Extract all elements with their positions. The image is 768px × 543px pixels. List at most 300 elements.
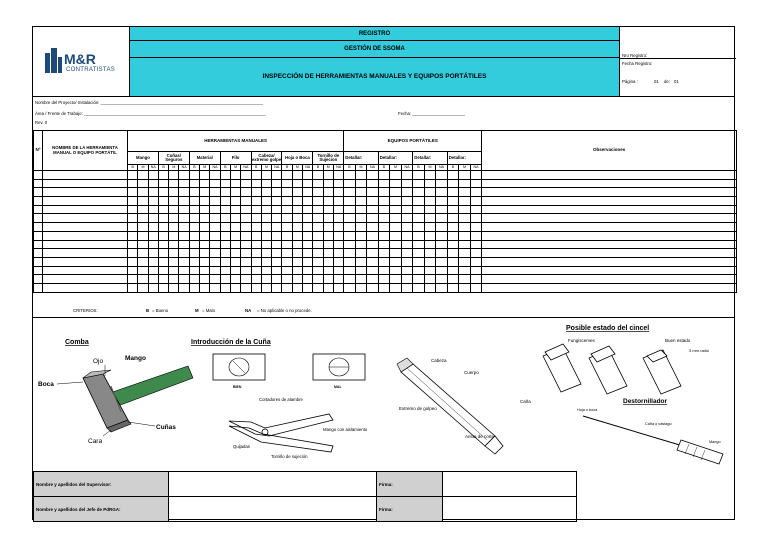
table-cell[interactable] (230, 223, 240, 232)
table-cell[interactable] (272, 197, 282, 206)
table-cell[interactable] (355, 266, 367, 275)
table-cell[interactable] (220, 257, 230, 266)
table-cell[interactable] (313, 283, 323, 292)
table-cell[interactable] (313, 275, 323, 284)
table-cell[interactable] (436, 249, 448, 258)
table-cell[interactable] (424, 205, 436, 214)
table-cell[interactable] (436, 231, 448, 240)
table-cell[interactable] (413, 249, 425, 258)
table-cell[interactable] (230, 249, 240, 258)
table-cell[interactable] (413, 179, 425, 188)
table-cell[interactable] (313, 179, 323, 188)
table-cell[interactable] (459, 171, 471, 180)
table-cell[interactable] (482, 171, 737, 180)
table-cell[interactable] (303, 266, 313, 275)
table-cell[interactable] (313, 214, 323, 223)
table-cell[interactable] (251, 179, 261, 188)
table-cell[interactable] (220, 223, 230, 232)
table-cell[interactable] (34, 214, 43, 223)
table-cell[interactable] (367, 266, 379, 275)
table-cell[interactable] (413, 283, 425, 292)
table-cell[interactable] (292, 179, 302, 188)
table-cell[interactable] (303, 249, 313, 258)
table-cell[interactable] (436, 275, 448, 284)
table-cell[interactable] (169, 249, 179, 258)
table-cell[interactable] (313, 266, 323, 275)
table-cell[interactable] (241, 249, 251, 258)
table-cell[interactable] (401, 171, 413, 180)
table-cell[interactable] (424, 266, 436, 275)
table-cell[interactable] (230, 240, 240, 249)
table-cell[interactable] (333, 188, 343, 197)
table-cell[interactable] (424, 249, 436, 258)
table-cell[interactable] (210, 171, 220, 180)
table-cell[interactable] (390, 283, 402, 292)
table-cell[interactable] (482, 179, 737, 188)
table-cell[interactable] (482, 240, 737, 249)
table-cell[interactable] (355, 214, 367, 223)
table-cell[interactable] (200, 214, 210, 223)
table-cell[interactable] (355, 257, 367, 266)
table-cell[interactable] (292, 240, 302, 249)
table-cell[interactable] (34, 188, 43, 197)
table-cell[interactable] (148, 266, 158, 275)
table-cell[interactable] (169, 283, 179, 292)
table-cell[interactable] (424, 179, 436, 188)
table-cell[interactable] (189, 214, 199, 223)
table-cell[interactable] (241, 205, 251, 214)
table-cell[interactable] (424, 275, 436, 284)
table-cell[interactable] (128, 283, 138, 292)
table-cell[interactable] (251, 197, 261, 206)
table-cell[interactable] (282, 188, 292, 197)
table-cell[interactable] (138, 223, 148, 232)
table-cell[interactable] (424, 257, 436, 266)
table-cell[interactable] (34, 179, 43, 188)
table-cell[interactable] (470, 231, 482, 240)
table-cell[interactable] (43, 197, 128, 206)
table-cell[interactable] (413, 275, 425, 284)
table-cell[interactable] (470, 188, 482, 197)
table-cell[interactable] (390, 197, 402, 206)
table-cell[interactable] (424, 240, 436, 249)
table-cell[interactable] (251, 257, 261, 266)
table-cell[interactable] (401, 231, 413, 240)
table-cell[interactable] (282, 240, 292, 249)
table-cell[interactable] (272, 231, 282, 240)
table-cell[interactable] (459, 179, 471, 188)
table-cell[interactable] (482, 266, 737, 275)
table-cell[interactable] (158, 283, 168, 292)
table-cell[interactable] (323, 231, 333, 240)
table-cell[interactable] (447, 179, 459, 188)
table-cell[interactable] (34, 223, 43, 232)
table-cell[interactable] (413, 214, 425, 223)
table-cell[interactable] (424, 188, 436, 197)
table-cell[interactable] (313, 257, 323, 266)
table-cell[interactable] (355, 223, 367, 232)
table-cell[interactable] (459, 231, 471, 240)
table-cell[interactable] (138, 188, 148, 197)
table-cell[interactable] (413, 240, 425, 249)
table-cell[interactable] (344, 231, 356, 240)
table-cell[interactable] (189, 240, 199, 249)
table-cell[interactable] (220, 240, 230, 249)
table-cell[interactable] (292, 188, 302, 197)
table-cell[interactable] (251, 223, 261, 232)
table-cell[interactable] (367, 223, 379, 232)
table-cell[interactable] (261, 275, 271, 284)
table-cell[interactable] (436, 188, 448, 197)
table-cell[interactable] (436, 179, 448, 188)
table-cell[interactable] (282, 171, 292, 180)
table-cell[interactable] (138, 231, 148, 240)
table-cell[interactable] (34, 275, 43, 284)
table-cell[interactable] (169, 223, 179, 232)
table-cell[interactable] (272, 223, 282, 232)
table-cell[interactable] (230, 188, 240, 197)
table-cell[interactable] (470, 171, 482, 180)
table-cell[interactable] (390, 231, 402, 240)
table-cell[interactable] (230, 283, 240, 292)
table-cell[interactable] (355, 188, 367, 197)
table-cell[interactable] (447, 214, 459, 223)
table-cell[interactable] (169, 197, 179, 206)
table-cell[interactable] (272, 214, 282, 223)
table-cell[interactable] (344, 240, 356, 249)
table-cell[interactable] (367, 205, 379, 214)
table-cell[interactable] (447, 171, 459, 180)
table-cell[interactable] (355, 231, 367, 240)
table-cell[interactable] (333, 240, 343, 249)
table-cell[interactable] (390, 188, 402, 197)
table-cell[interactable] (138, 240, 148, 249)
table-cell[interactable] (303, 171, 313, 180)
table-cell[interactable] (272, 257, 282, 266)
table-cell[interactable] (378, 214, 390, 223)
equipo-header[interactable]: Detallar: (344, 152, 379, 165)
table-cell[interactable] (436, 171, 448, 180)
table-cell[interactable] (292, 283, 302, 292)
table-cell[interactable] (367, 214, 379, 223)
table-cell[interactable] (200, 249, 210, 258)
table-cell[interactable] (323, 283, 333, 292)
table-cell[interactable] (459, 188, 471, 197)
table-cell[interactable] (200, 240, 210, 249)
table-cell[interactable] (390, 171, 402, 180)
table-cell[interactable] (210, 249, 220, 258)
table-cell[interactable] (470, 214, 482, 223)
table-cell[interactable] (459, 257, 471, 266)
table-cell[interactable] (459, 266, 471, 275)
table-cell[interactable] (158, 257, 168, 266)
table-cell[interactable] (158, 223, 168, 232)
table-cell[interactable] (43, 223, 128, 232)
table-cell[interactable] (230, 257, 240, 266)
table-cell[interactable] (272, 249, 282, 258)
jefe-field[interactable] (169, 497, 377, 522)
table-cell[interactable] (138, 283, 148, 292)
table-cell[interactable] (179, 266, 189, 275)
table-cell[interactable] (34, 283, 43, 292)
table-cell[interactable] (378, 197, 390, 206)
table-cell[interactable] (189, 179, 199, 188)
table-cell[interactable] (179, 179, 189, 188)
table-cell[interactable] (390, 223, 402, 232)
table-cell[interactable] (158, 171, 168, 180)
table-cell[interactable] (241, 214, 251, 223)
table-cell[interactable] (43, 249, 128, 258)
table-cell[interactable] (169, 240, 179, 249)
table-cell[interactable] (189, 223, 199, 232)
table-cell[interactable] (282, 205, 292, 214)
table-cell[interactable] (378, 283, 390, 292)
table-cell[interactable] (323, 275, 333, 284)
table-cell[interactable] (261, 249, 271, 258)
table-cell[interactable] (401, 249, 413, 258)
table-cell[interactable] (200, 266, 210, 275)
table-cell[interactable] (303, 214, 313, 223)
table-cell[interactable] (158, 275, 168, 284)
table-cell[interactable] (344, 249, 356, 258)
table-cell[interactable] (138, 171, 148, 180)
equipo-header[interactable]: Detallar: (413, 152, 448, 165)
table-cell[interactable] (333, 257, 343, 266)
table-cell[interactable] (179, 240, 189, 249)
table-cell[interactable] (138, 266, 148, 275)
table-cell[interactable] (355, 179, 367, 188)
table-cell[interactable] (323, 249, 333, 258)
table-cell[interactable] (230, 231, 240, 240)
table-cell[interactable] (282, 179, 292, 188)
table-cell[interactable] (378, 266, 390, 275)
table-cell[interactable] (251, 171, 261, 180)
table-cell[interactable] (34, 240, 43, 249)
table-cell[interactable] (333, 171, 343, 180)
table-cell[interactable] (459, 223, 471, 232)
table-cell[interactable] (447, 257, 459, 266)
table-cell[interactable] (251, 205, 261, 214)
table-cell[interactable] (303, 275, 313, 284)
area-field[interactable]: Área / Frente de Trabajo: ____________________________________________________________________________ (35, 111, 266, 116)
table-cell[interactable] (390, 179, 402, 188)
table-cell[interactable] (179, 283, 189, 292)
table-cell[interactable] (261, 171, 271, 180)
table-cell[interactable] (43, 171, 128, 180)
table-cell[interactable] (378, 179, 390, 188)
table-cell[interactable] (241, 275, 251, 284)
table-cell[interactable] (292, 205, 302, 214)
table-cell[interactable] (261, 231, 271, 240)
table-cell[interactable] (401, 223, 413, 232)
table-cell[interactable] (148, 249, 158, 258)
table-cell[interactable] (128, 257, 138, 266)
table-cell[interactable] (34, 197, 43, 206)
table-cell[interactable] (210, 283, 220, 292)
table-cell[interactable] (241, 197, 251, 206)
table-cell[interactable] (158, 179, 168, 188)
table-cell[interactable] (158, 214, 168, 223)
table-cell[interactable] (169, 257, 179, 266)
table-cell[interactable] (282, 223, 292, 232)
table-cell[interactable] (210, 214, 220, 223)
table-cell[interactable] (482, 214, 737, 223)
table-cell[interactable] (272, 179, 282, 188)
table-cell[interactable] (401, 275, 413, 284)
table-cell[interactable] (367, 179, 379, 188)
table-cell[interactable] (179, 205, 189, 214)
table-cell[interactable] (148, 223, 158, 232)
table-cell[interactable] (148, 275, 158, 284)
table-cell[interactable] (378, 257, 390, 266)
table-cell[interactable] (424, 223, 436, 232)
table-cell[interactable] (251, 231, 261, 240)
table-cell[interactable] (148, 283, 158, 292)
table-cell[interactable] (367, 231, 379, 240)
table-cell[interactable] (272, 188, 282, 197)
table-cell[interactable] (241, 223, 251, 232)
table-cell[interactable] (447, 188, 459, 197)
table-cell[interactable] (179, 214, 189, 223)
table-cell[interactable] (179, 257, 189, 266)
table-cell[interactable] (323, 179, 333, 188)
table-cell[interactable] (447, 266, 459, 275)
table-cell[interactable] (482, 275, 737, 284)
table-cell[interactable] (482, 283, 737, 292)
table-cell[interactable] (459, 275, 471, 284)
table-cell[interactable] (367, 249, 379, 258)
table-cell[interactable] (210, 223, 220, 232)
table-cell[interactable] (128, 240, 138, 249)
table-cell[interactable] (169, 171, 179, 180)
table-cell[interactable] (344, 223, 356, 232)
table-cell[interactable] (138, 197, 148, 206)
table-cell[interactable] (303, 257, 313, 266)
table-cell[interactable] (333, 205, 343, 214)
table-cell[interactable] (179, 249, 189, 258)
table-cell[interactable] (378, 205, 390, 214)
table-cell[interactable] (344, 179, 356, 188)
table-cell[interactable] (43, 283, 128, 292)
table-cell[interactable] (333, 214, 343, 223)
table-cell[interactable] (390, 249, 402, 258)
table-cell[interactable] (43, 188, 128, 197)
table-cell[interactable] (447, 240, 459, 249)
table-cell[interactable] (292, 257, 302, 266)
table-cell[interactable] (424, 231, 436, 240)
table-cell[interactable] (189, 266, 199, 275)
table-cell[interactable] (34, 266, 43, 275)
table-cell[interactable] (158, 188, 168, 197)
table-cell[interactable] (169, 205, 179, 214)
table-cell[interactable] (390, 205, 402, 214)
table-cell[interactable] (367, 197, 379, 206)
table-cell[interactable] (158, 249, 168, 258)
table-cell[interactable] (323, 214, 333, 223)
table-cell[interactable] (220, 283, 230, 292)
table-cell[interactable] (378, 223, 390, 232)
table-cell[interactable] (230, 214, 240, 223)
table-cell[interactable] (230, 275, 240, 284)
proyecto-field[interactable]: Nombre del Proyecto/ Instalación: ____________________________________________________________________ (35, 100, 264, 105)
table-cell[interactable] (34, 249, 43, 258)
table-cell[interactable] (390, 257, 402, 266)
table-cell[interactable] (169, 231, 179, 240)
table-cell[interactable] (436, 240, 448, 249)
table-cell[interactable] (333, 249, 343, 258)
table-cell[interactable] (470, 205, 482, 214)
table-cell[interactable] (459, 240, 471, 249)
table-cell[interactable] (292, 275, 302, 284)
table-cell[interactable] (447, 249, 459, 258)
table-cell[interactable] (251, 214, 261, 223)
table-cell[interactable] (413, 197, 425, 206)
table-cell[interactable] (344, 266, 356, 275)
table-cell[interactable] (251, 188, 261, 197)
table-cell[interactable] (355, 275, 367, 284)
table-cell[interactable] (220, 171, 230, 180)
table-cell[interactable] (390, 275, 402, 284)
table-cell[interactable] (34, 231, 43, 240)
table-cell[interactable] (148, 179, 158, 188)
table-cell[interactable] (470, 223, 482, 232)
table-cell[interactable] (179, 188, 189, 197)
table-cell[interactable] (200, 223, 210, 232)
table-cell[interactable] (303, 197, 313, 206)
table-cell[interactable] (344, 197, 356, 206)
table-cell[interactable] (282, 231, 292, 240)
table-cell[interactable] (179, 223, 189, 232)
table-cell[interactable] (189, 188, 199, 197)
table-cell[interactable] (43, 266, 128, 275)
table-cell[interactable] (413, 188, 425, 197)
table-cell[interactable] (282, 249, 292, 258)
table-cell[interactable] (251, 240, 261, 249)
table-cell[interactable] (413, 205, 425, 214)
table-cell[interactable] (378, 275, 390, 284)
table-cell[interactable] (210, 257, 220, 266)
table-cell[interactable] (436, 283, 448, 292)
table-cell[interactable] (169, 266, 179, 275)
table-cell[interactable] (261, 188, 271, 197)
table-cell[interactable] (261, 179, 271, 188)
table-cell[interactable] (158, 231, 168, 240)
table-cell[interactable] (401, 240, 413, 249)
table-cell[interactable] (148, 257, 158, 266)
table-cell[interactable] (220, 266, 230, 275)
table-cell[interactable] (482, 205, 737, 214)
table-cell[interactable] (447, 231, 459, 240)
table-cell[interactable] (169, 179, 179, 188)
table-cell[interactable] (241, 231, 251, 240)
equipo-header[interactable]: Detallar: (378, 152, 413, 165)
table-cell[interactable] (470, 257, 482, 266)
table-cell[interactable] (138, 249, 148, 258)
table-cell[interactable] (128, 205, 138, 214)
table-cell[interactable] (179, 197, 189, 206)
table-cell[interactable] (459, 214, 471, 223)
table-cell[interactable] (355, 171, 367, 180)
table-cell[interactable] (158, 205, 168, 214)
table-cell[interactable] (413, 257, 425, 266)
table-cell[interactable] (148, 197, 158, 206)
table-cell[interactable] (148, 205, 158, 214)
table-cell[interactable] (367, 257, 379, 266)
table-cell[interactable] (34, 171, 43, 180)
table-cell[interactable] (241, 179, 251, 188)
table-cell[interactable] (459, 249, 471, 258)
table-cell[interactable] (189, 257, 199, 266)
